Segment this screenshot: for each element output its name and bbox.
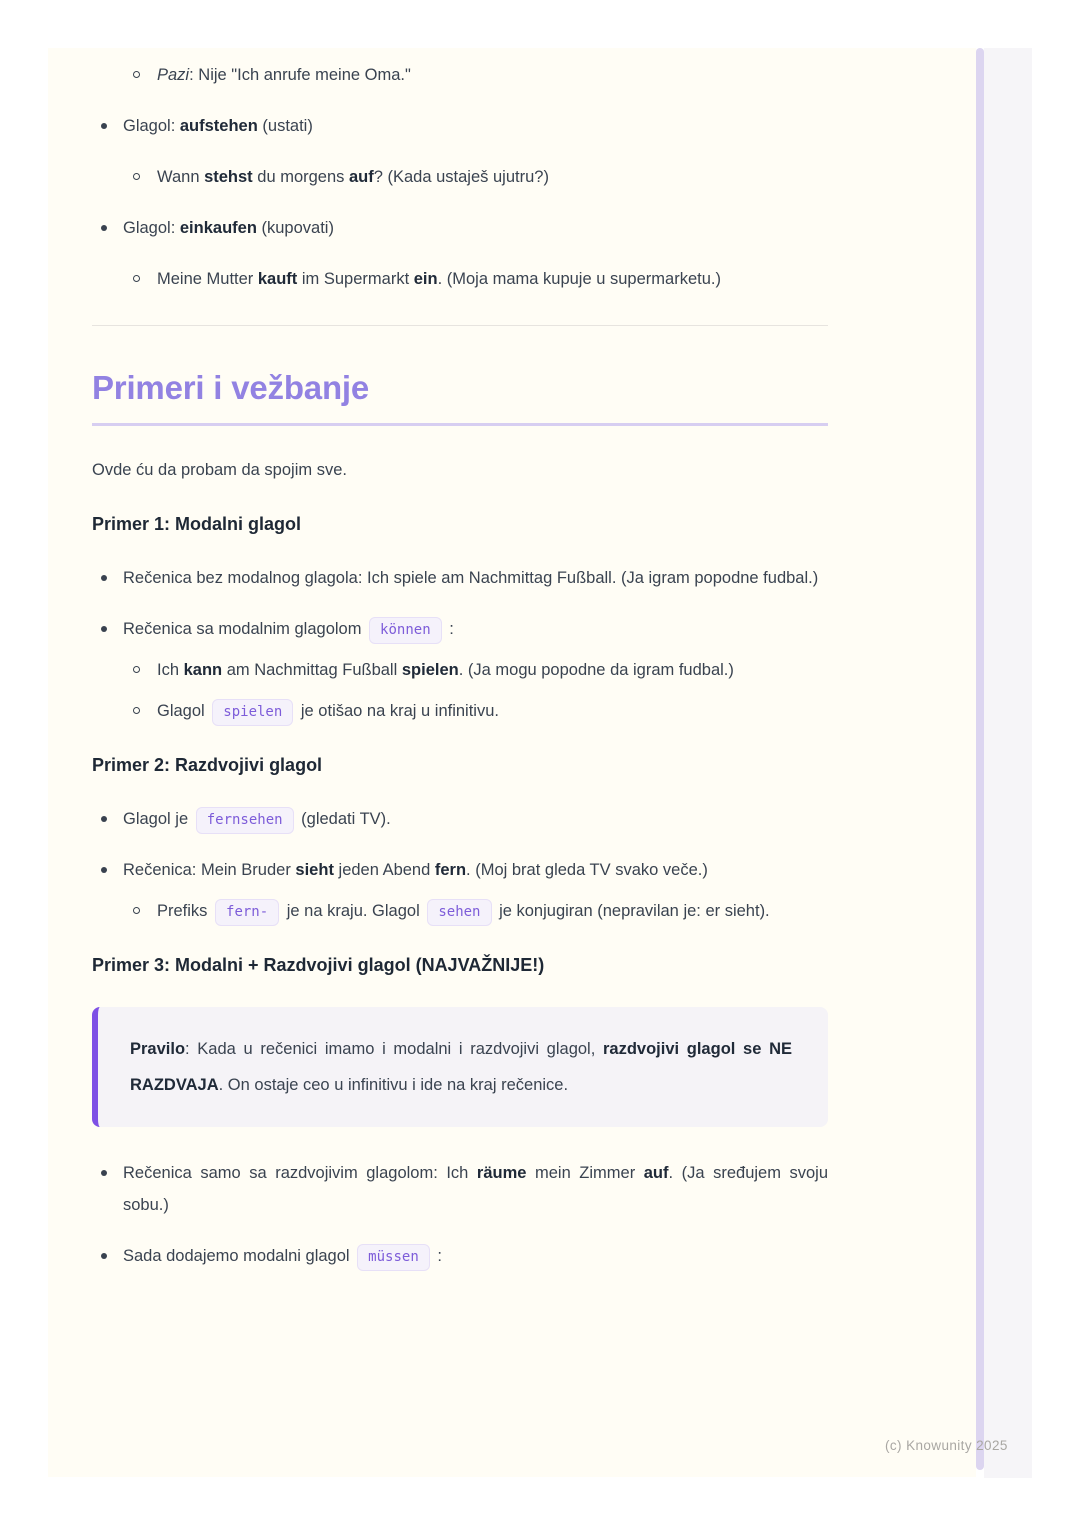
text-segment: . On ostaje ceo u infinitivu i ide na kraj rečenice.: [218, 1076, 569, 1094]
text-segment: Pazi: [157, 66, 190, 84]
intro-paragraph: Ovde ću da probam da spojim sve.: [92, 461, 347, 479]
text-segment: Pravilo: [130, 1040, 186, 1058]
text-segment: . (Ja sređujem svoju sobu.): [123, 1164, 829, 1214]
example-heading: Primer 3: Modalni + Razdvojivi glagol (NAJVAŽNIJE!): [92, 955, 545, 975]
text-segment: ein: [413, 270, 438, 288]
inline-code-badge: fernsehen: [196, 807, 294, 834]
inline-code-badge: fern-: [215, 899, 279, 926]
inline-code-badge: sehen: [427, 899, 491, 926]
text-segment: Glagol:: [123, 117, 180, 135]
side-panel: [984, 48, 1032, 1478]
text-segment: fern: [434, 861, 467, 879]
document-content: [48, 48, 828, 1272]
text-segment: Rečenica sa modalnim glagolom: [123, 620, 367, 638]
text-segment: je otišao na kraj u infinitivu.: [296, 702, 499, 720]
text-segment: :: [432, 1247, 442, 1265]
list-item: [92, 161, 828, 193]
text-segment: du morgens: [252, 168, 349, 186]
text-segment: räume: [476, 1164, 527, 1182]
text-segment: . (Moja mama kupuje u supermarketu.): [437, 270, 721, 288]
list-item: [92, 695, 828, 727]
rule-callout: [92, 1007, 828, 1127]
text-segment: je konjugiran (nepravilan je: er sieht).: [494, 902, 770, 920]
list-item: [92, 263, 828, 295]
inline-code-badge: müssen: [357, 1244, 430, 1271]
text-segment: Glagol je: [123, 810, 193, 828]
list-item: [92, 654, 828, 686]
text-segment: im Supermarkt: [297, 270, 414, 288]
list-item: [92, 212, 828, 244]
text-segment: Meine Mutter: [157, 270, 258, 288]
list-item: [92, 854, 828, 886]
list-item: [92, 1157, 828, 1221]
text-segment: Prefiks: [157, 902, 213, 920]
list-item: [92, 613, 828, 645]
text-segment: stehst: [204, 168, 253, 186]
list-item: [92, 1240, 828, 1272]
text-segment: Rečenica: Mein Bruder: [123, 861, 296, 879]
callout-text: [130, 1031, 792, 1103]
text-segment: mein Zimmer: [526, 1164, 644, 1182]
text-segment: razdvojivi glagol se NE RAZDVAJA: [130, 1040, 792, 1094]
text-segment: am Nachmittag Fußball: [222, 661, 402, 679]
page-title: Primeri i vežbanje: [92, 368, 828, 426]
list-item: [92, 59, 828, 91]
text-segment: ? (Kada ustaješ ujutru?): [373, 168, 549, 186]
text-segment: aufstehen: [179, 117, 258, 135]
section-divider: [92, 325, 828, 326]
copyright-watermark: (c) Knowunity 2025: [885, 1438, 1008, 1453]
text-segment: Rečenica bez modalnog glagola: Ich spiele am Nachmittag Fußball. (Ja igram popodne fudbal.): [123, 569, 819, 587]
list-item: [92, 110, 828, 142]
text-segment: spielen: [401, 661, 459, 679]
example-heading: Primer 2: Razdvojivi glagol: [92, 755, 323, 775]
text-segment: (kupovati): [256, 219, 334, 237]
text-segment: . (Ja mogu popodne da igram fudbal.): [458, 661, 734, 679]
text-segment: Glagol:: [123, 219, 180, 237]
text-segment: (ustati): [257, 117, 313, 135]
list-item: [92, 895, 828, 927]
text-segment: Ich: [157, 661, 184, 679]
example-heading: Primer 1: Modalni glagol: [92, 514, 302, 534]
text-segment: sieht: [295, 861, 334, 879]
text-segment: : Nije "Ich anrufe meine Oma.": [189, 66, 411, 84]
list-item: [92, 562, 828, 594]
text-segment: Glagol: [157, 702, 210, 720]
text-segment: Rečenica samo sa razdvojivim glagolom: Ich: [123, 1164, 477, 1182]
list-item: [92, 803, 828, 835]
text-segment: jeden Abend: [333, 861, 435, 879]
document-page: [48, 48, 976, 1477]
text-segment: Sada dodajemo modalni glagol: [123, 1247, 355, 1265]
text-segment: auf: [643, 1164, 669, 1182]
text-segment: auf: [349, 168, 374, 186]
inline-code-badge: spielen: [212, 699, 293, 726]
text-segment: einkaufen: [179, 219, 257, 237]
scrollbar-thumb[interactable]: [976, 48, 984, 1470]
text-segment: . (Moj brat gleda TV svako veče.): [466, 861, 708, 879]
inline-code-badge: können: [369, 617, 442, 644]
text-segment: kann: [183, 661, 223, 679]
text-segment: : Kada u rečenici imamo i modalni i razdvojivi glagol,: [185, 1040, 603, 1058]
text-segment: kauft: [257, 270, 298, 288]
text-segment: Wann: [157, 168, 205, 186]
text-segment: je na kraju. Glagol: [282, 902, 425, 920]
text-segment: (gledati TV).: [296, 810, 391, 828]
text-segment: :: [444, 620, 454, 638]
